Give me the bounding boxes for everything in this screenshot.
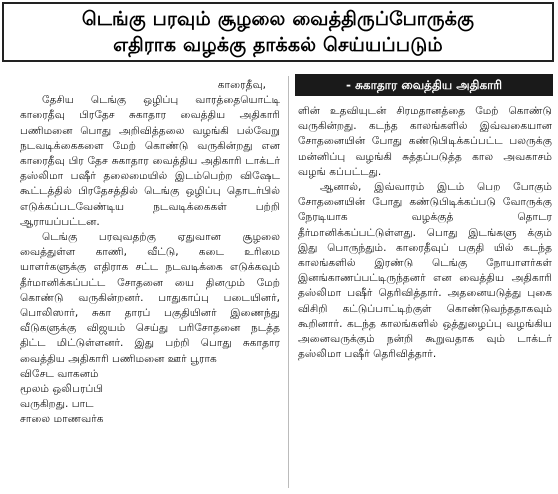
- dateline-place: காரைதீவு,: [217, 79, 266, 91]
- column-divider: [288, 76, 289, 488]
- right-column: [298, 104, 552, 362]
- headline-line-1: டெங்கு பரவும் சூழலை வைத்திருப்போருக்கு: [81, 8, 475, 30]
- left-tail-line-1: விசேட வாகனம்: [20, 367, 99, 380]
- headline-box: [2, 2, 554, 62]
- left-paragraph-1: தேசிய டெங்கு ஒழிப்பு வாரத்தையொட்டி காரைதீவு பிரதேச சுகாதார வைத்திய அதிகாரி பணிமனை பொது அறிவித்தலை வழங்கி பல்வேறு நடவடிக்கைகளை மேற் கொண்டு வருகின்றது என காரைதீவு பிர தேச சுகாதார வைத்திய அதிகாரி டாக்டர் தஸ்லிமா பஷீர் தலைமையில் இடம்பெற்ற விஷேட கூட்டத்தில் பிரதேசத்தில் டெங்கு ஒழிப்பு தொடர்பில் எடுக்கப்படவேண்டிய நடவடிக்கைகள் பற்றி ஆராயப்பட்டன.: [20, 94, 280, 228]
- left-tail-line-4: சாலை மாணவர்க: [20, 413, 104, 426]
- left-tail-line-3: வருகிறது. பாட: [20, 398, 94, 411]
- left-tail-line-2: மூலம் ஒலிபரப்பி: [20, 383, 103, 396]
- left-paragraph-2: டெங்கு பரவுவதற்கு ஏதுவான சூழலை வைத்துள்ள காணி, வீட்டு, கடை உரிமை யாளர்களுக்கு எதிராக சட்ட நடவடிக்கை எடுக்கவும் தீர்மானிக்கப்பட்ட சோதனை யை தினமும் மேற் கொண்டு வருகின்றனர். பாதுகாப்பு படையினர், பொலிஸார், சுகா தாரப் பகுதியினர் இணைந்து வீடுகளுக்கு விஜயம் செய்து பரிசோதனை நடத்த திட்ட மிட்டுள்ளனர். இது பற்றி பொது சுகாதார வைத்திய அதிகாரி பணிமனை ஊர் பூராக: [20, 231, 280, 365]
- headline-line-2: எதிராக வழக்கு தாக்கல் செய்யப்படும்: [113, 34, 443, 56]
- left-column: [20, 78, 280, 428]
- byline-banner: - சுகாதார வைத்திய அதிகாரி: [295, 74, 553, 96]
- right-paragraph-2: ஆனால், இவ்வாரம் இடம் பெற போகும் சோதனையின் போது கண்டுபிடிக்கப்படு வோருக்கு நேரடியாக வழக்குத் தொடர தீர்மானிக்கப்பட்டுள்ளது. பொது இடங்களு க்கும் இது பொருந்தும். காரைதீவுப் பகுதி யில் கடந்த காலங்களில் இரண்டு டெங்கு நோயாளர்கள் இனங்காணப்பட்டிருந்தனர் என வைத்திய அதிகாரி தஸ்லிமா பஷீர் தெரிவித்தார். அதனையடுத்து புகை விசிறி கட்டுப்பாட்டிற்குள் கொண்டுவந்ததாகவும் கூறினார். கடந்த காலங்களில் ஒத்துழைப்பு வழங்கிய அனைவருக்கும் நன்றி கூறுவதாக வும் டாக்டர் தஸ்லிமா பஷீர் தெரிவித்தார்.: [298, 181, 552, 361]
- right-paragraph-1: ளின் உதவியுடன் சிரமதானத்தை மேற் கொண்டு வருகின்றது. கடந்த காலங்களில் இவ்வகையான சோதனையின் போது கண்டுபிடிக்கப்பட்ட பலருக்கு மன்னிப்பு வழங்கி சுத்தப்படுத்த கால அவகாசம் வழங் கப்பட்டது.: [298, 105, 552, 178]
